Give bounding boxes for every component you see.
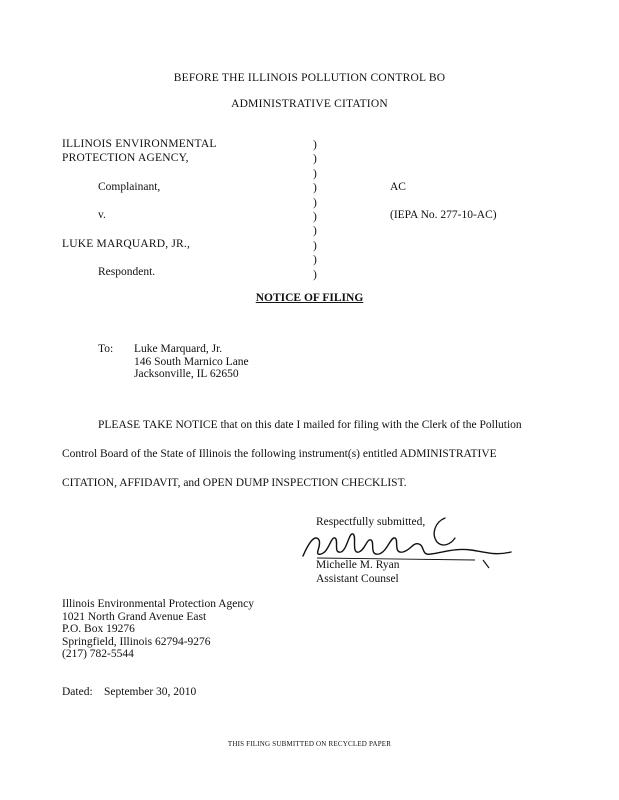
recipient-street: 146 South Marnico Lane: [134, 355, 249, 368]
case-ac-label: AC: [390, 181, 406, 193]
board-heading: BEFORE THE ILLINOIS POLLUTION CONTROL BO: [173, 72, 446, 84]
signature-flourish: [434, 518, 455, 545]
agency-address: [62, 598, 254, 661]
recipient-city: Jacksonville, IL 62650: [134, 368, 239, 380]
complainant-name-line1: ILLINOIS ENVIRONMENTAL: [62, 138, 217, 150]
agency-name: Illinois Environmental Protection Agency: [62, 598, 254, 610]
signer-title: Assistant Counsel: [316, 573, 399, 585]
caption-paren: ): [313, 239, 317, 252]
body-line-3: CITATION, AFFIDAVIT, and OPEN DUMP INSPECTION CHECKLIST.: [62, 477, 407, 489]
agency-street: 1021 North Grand Avenue East: [62, 610, 207, 623]
recycled-paper-footer: THIS FILING SUBMITTED ON RECYCLED PAPER: [227, 740, 392, 748]
caption-paren: ): [313, 139, 317, 151]
closing-text: Respectfully submitted,: [316, 516, 426, 528]
signature-tail: [483, 560, 489, 568]
respondent-label: Respondent.: [98, 266, 156, 278]
signer-name: Michelle M. Ryan: [316, 559, 400, 571]
caption-parentheses: [313, 138, 317, 282]
to-label: To:: [98, 343, 114, 355]
agency-po-box: P.O. Box 19276: [62, 623, 135, 635]
complainant-label: Complainant,: [98, 181, 161, 193]
body-line-2: Control Board of the State of Illinois the following instrument(s) entitled ADMINISTRATIVE: [62, 448, 497, 460]
iepa-case-number: (IEPA No. 277-10-AC): [390, 209, 497, 221]
caption-paren: ): [313, 182, 317, 195]
caption-paren: ): [313, 268, 317, 281]
recipient-address: [134, 343, 249, 381]
agency-city: Springfield, Illinois 62794-9276: [62, 635, 211, 648]
agency-phone: (217) 782-5544: [62, 648, 134, 660]
caption-paren: ): [313, 225, 317, 238]
complainant-name-line2: PROTECTION AGENCY,: [62, 152, 189, 164]
body-line-1: PLEASE TAKE NOTICE that on this date I mailed for filing with the Clerk of the Pollution: [98, 419, 522, 431]
caption-paren: ): [313, 210, 317, 223]
dated-label: Dated:: [62, 686, 93, 698]
recipient-name: Luke Marquard, Jr.: [134, 343, 223, 355]
versus-label: v.: [98, 209, 106, 221]
respondent-name: LUKE MARQUARD, JR.,: [62, 238, 191, 250]
caption-paren: ): [313, 167, 317, 180]
notice-title: NOTICE OF FILING: [255, 292, 364, 304]
dated-value: September 30, 2010: [104, 686, 197, 698]
caption-paren: ): [313, 153, 317, 166]
signature-stroke: [303, 534, 511, 556]
citation-heading: ADMINISTRATIVE CITATION: [231, 98, 388, 110]
caption-paren: ): [313, 196, 317, 209]
caption-paren: ): [313, 254, 317, 267]
